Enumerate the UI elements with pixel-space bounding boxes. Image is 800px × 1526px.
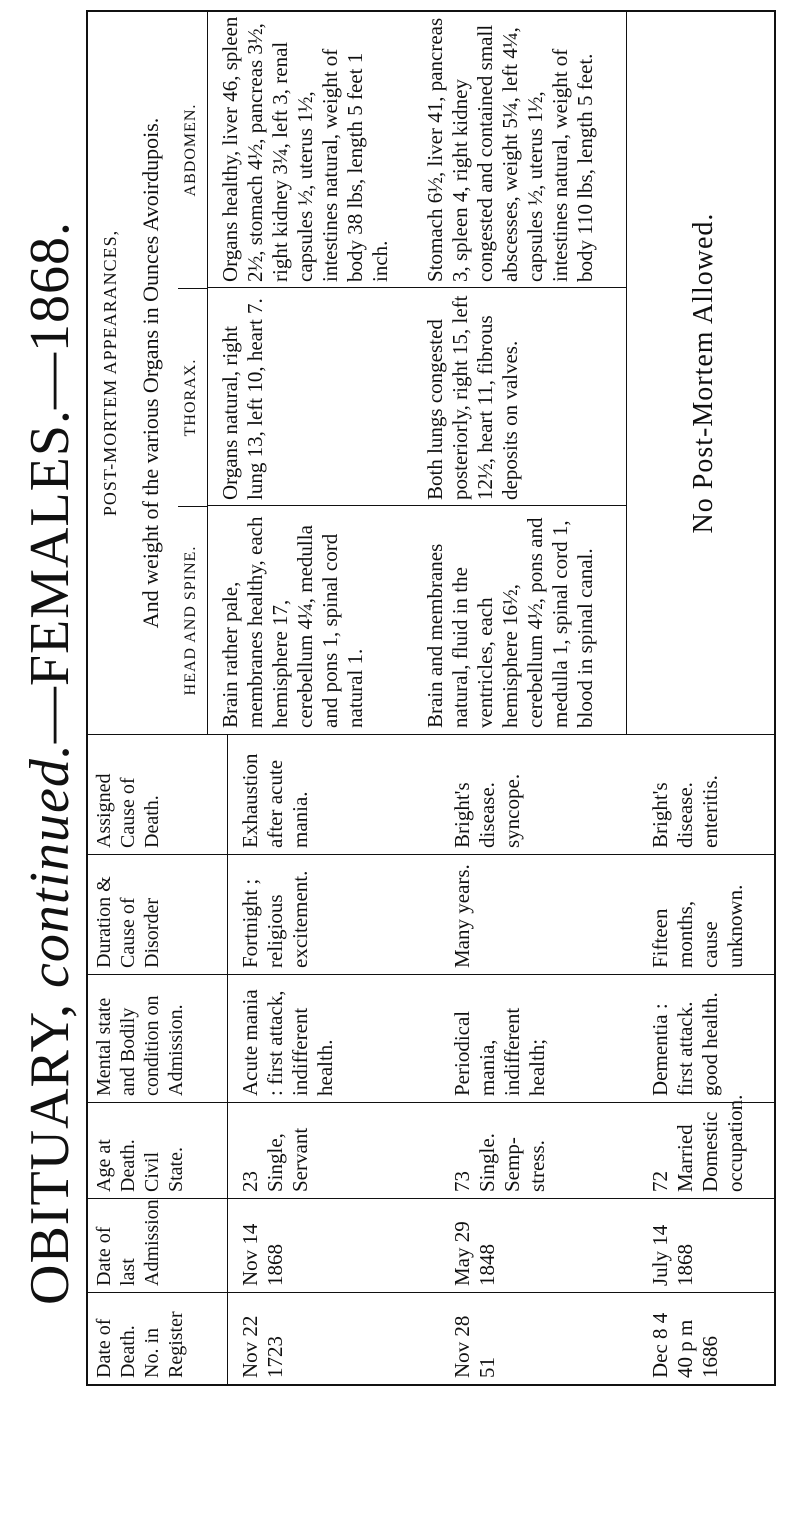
header-head-spine: HEAD AND SPINE. [178, 506, 208, 734]
row1-date-of-death: Nov 22 1723 [238, 1315, 287, 1378]
row1-head: Brain rather pale, membranes healthy, each hemisphere 17, cerebellum 4¼, medulla and pons 1, spinal cord natural 1. [218, 516, 367, 728]
row2-head: Brain and membranes natural, fluid in the ventricles, each hemisphere 16½, cerebellum 4½, pons and medulla 1, spinal cord 1, blood in spinal canal. [423, 517, 597, 728]
title-rest: —FEMALES.—1868. [19, 221, 81, 744]
row1-abdomen: Organs healthy, liver 46, spleen 2½, stomach 4½, pancreas 3½, right kidney 3¼, left 3, renal capsules ½, uterus 1½, intestines natural, weight of body 38 lbs, length 5 feet 1 inch. [218, 16, 392, 282]
row1-thorax: Organs natural, right lung 13, left 10, heart 7. [218, 298, 267, 500]
post-mortem-subtitle: And weight of the various Organs in Ounces Avoirdupois. [138, 117, 163, 629]
title-main: OBITUARY, [19, 1002, 81, 1305]
row2-thorax: Both lungs congested posteriorly, right 15, left 12½, heart 11, fibrous deposits on valves. [423, 295, 522, 500]
row2-date-last-admission: May 29 1848 [450, 1221, 499, 1286]
row3-mental-state: Dementia : first attack. good health. [648, 992, 722, 1096]
row2-cause: Bright's disease. syncope. [450, 773, 524, 848]
col-date-last-admission [88, 1198, 774, 1292]
row1-mental-state: Acute mania : first attack, indifferent health. [238, 989, 337, 1096]
row1-duration: Fortnight ; religious excitement. [238, 870, 312, 968]
row2-date-of-death: Nov 28 51 [450, 1315, 499, 1378]
row1-date-last-admission: Nov 14 1868 [238, 1223, 287, 1286]
col-cause [88, 734, 774, 854]
col-duration [88, 854, 774, 974]
header-duration: Duration & Cause of Disorder [88, 855, 228, 974]
header-mental-state: Mental state and Bodily condition on Admission. [88, 975, 228, 1102]
obituary-table [86, 10, 776, 1386]
row1-cause: Exhaustion after acute mania. [238, 753, 312, 848]
row3-age: 72 Married Domestic occupation. [648, 1094, 747, 1192]
col-post-mortem [88, 12, 774, 734]
col-age [88, 1094, 774, 1198]
col-date-of-death [88, 1292, 774, 1384]
row1-age: 23 Single, Servant [238, 1127, 312, 1192]
header-date-last-admission: Date of last Admission [88, 1199, 228, 1292]
row3-date-of-death: Dec 8 4 40 p m 1686 [648, 1312, 722, 1378]
row2-abdomen: Stomach 6½, liver 41, pancreas 3, spleen 4, right kidney congested and contained small abscesses, weight 5¼, left 4¼, capsules ½, uterus 1½, intestines natural, weight of body 110 lbs, length 5 feet. [423, 17, 597, 282]
page-title [18, 0, 82, 1526]
col-mental-state [88, 974, 774, 1102]
title-continued: continued. [19, 743, 81, 988]
header-abdomen: ABDOMEN. [178, 12, 208, 288]
row3-date-last-admission: July 14 1868 [648, 1224, 697, 1286]
row2-duration: Many years. [450, 864, 474, 968]
row-divider [626, 12, 627, 734]
row2-age: 73 Single. Semp-stress. [450, 1133, 549, 1192]
header-age: Age at Death. Civil State. [88, 1103, 228, 1198]
header-date-of-death: Date of Death. No. in Register [88, 1293, 228, 1384]
header-cause: Assigned Cause of Death. [88, 735, 228, 854]
row2-mental-state: Periodical mania, indifferent health; [450, 1007, 549, 1096]
row3-cause: Bright's disease. enteritis. [648, 775, 722, 848]
row3-duration: Fifteen months, cause unknown. [648, 884, 747, 968]
header-thorax: THORAX. [178, 288, 208, 506]
divider-abdomen [208, 287, 626, 288]
row3-no-post-mortem: No Post-Mortem Allowed. [688, 212, 719, 534]
divider-thorax [208, 505, 626, 506]
post-mortem-title: POST-MORTEM APPEARANCES, [100, 229, 120, 517]
